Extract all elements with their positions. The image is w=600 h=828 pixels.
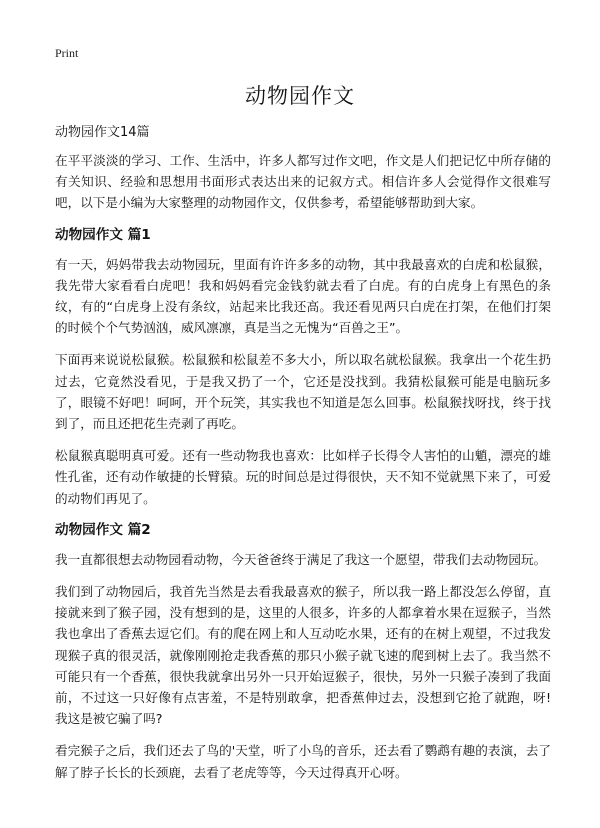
section-paragraph: 我们到了动物园后，我首先当然是去看我最喜欢的猴子，所以我一路上都没怎么停留，直接就来到了猴子园，没有想到的是，这里的人很多，许多的人都拿着水果在逗猴子，当然我也拿出了香蕉去逗它们。有的爬在网上和人互动吃水果，还有的在树上观望，不过我发现猴子真的很灵活，就像刚刚抢走我香蕉的那只小猴子就飞速的爬到树上去了。我当然不可能只有一个香蕉，很快我就拿出另外一只开始逗猴子，很快，另外一只猴子凑到了我面前，不过这一只好像有点害羞，不是特别敢拿，把香蕉伸过去，没想到它抢了就跑，呀!我这是被它骗了吗?: [55, 584, 551, 727]
section-heading: 动物园作文 篇1: [55, 226, 151, 243]
print-link[interactable]: Print: [55, 46, 79, 60]
section-paragraph: 下面再来说说松鼠猴。松鼠猴和松鼠差不多大小，所以取名就松鼠猴。我拿出一个花生扔过去，它竟然没看见，于是我又扔了一个，它还是没找到。我猜松鼠猴可能是电脑玩多了，眼镜不好吧！呵呵，开个玩笑，其实我也不知道是怎么回事。松鼠猴找呀找，终于找到了，而且还把花生壳剥了再吃。: [55, 352, 551, 432]
intro-paragraph: 在平平淡淡的学习、工作、生活中，许多人都写过作文吧，作文是人们把记忆中所存储的有关知识、经验和思想用书面形式表达出来的记叙方式。相信许多人会觉得作文很难写吧，以下是小编为大家整理的动物园作文，仅供参考，希望能够帮助到大家。: [55, 153, 551, 211]
section-paragraph: 有一天，妈妈带我去动物园玩，里面有许许多多的动物，其中我最喜欢的白虎和松鼠猴，我先带大家看看白虎吧！我和妈妈看完金钱豹就去看了白虎。有的白虎身上有黑色的条纹，有的“白虎身上没有条纹，站起来比我还高。我还看见两只白虎在打架，在他们打架的时候个个气势汹汹，威风凛凛，真是当之无愧为“百兽之王”。: [55, 256, 551, 336]
section-paragraph: 看完猴子之后，我们还去了鸟的'天堂，听了小鸟的音乐，还去看了鹦鹉有趣的表演，去了解了脖子长长的长颈鹿，去看了老虎等等，今天过得真开心呀。: [55, 743, 551, 780]
section-paragraph: 我一直都很想去动物园看动物，今天爸爸终于满足了我这一个愿望，带我们去动物园玩。: [55, 551, 547, 567]
section-paragraph: 松鼠猴真聪明真可爱。还有一些动物我也喜欢：比如样子长得令人害怕的山魈，漂亮的雄性孔雀，还有动作敏捷的长臂猿。玩的时间总是过得很快，天不知不觉就黑下来了，可爱的动物们再见了。: [55, 448, 551, 506]
page-title: 动物园作文: [245, 84, 355, 108]
section-heading: 动物园作文 篇2: [55, 521, 151, 538]
article-body: [55, 150, 551, 794]
document-subtitle: 动物园作文14篇: [55, 125, 150, 140]
